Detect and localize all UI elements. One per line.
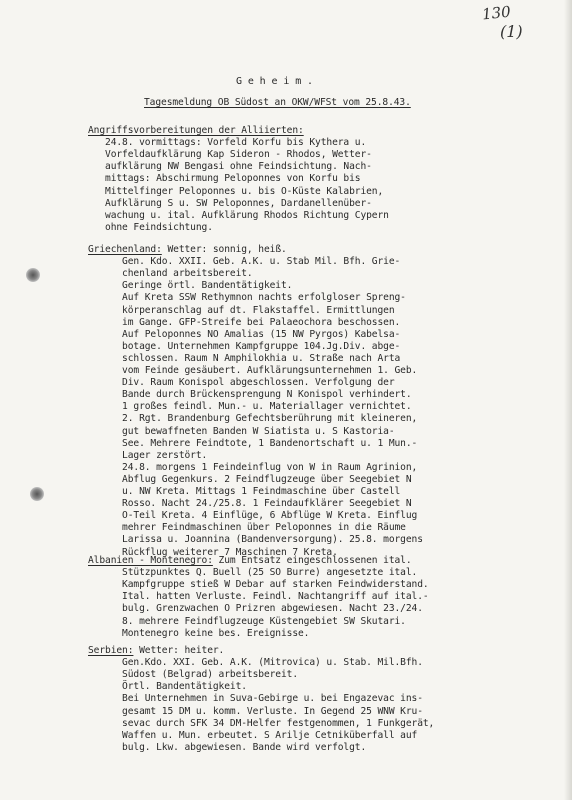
body-text-line: See. Mehrere Feindtote, 1 Bandenortschaft u. 1 Mun.- — [88, 437, 418, 449]
page-edge-shadow — [564, 0, 572, 800]
section-heading-rest: Wetter: heiter. — [133, 645, 225, 656]
handwritten-mark: (1) — [500, 22, 523, 41]
body-text-line: Örtl. Bandentätigkeit. — [88, 681, 247, 693]
punch-hole-top — [26, 268, 40, 282]
body-text-line: 1 großes feindl. Mun.- u. Materiallager vernichtet. — [88, 401, 412, 413]
body-text-line: körperanschlag auf dt. Flakstaffel. Ermittlungen — [88, 304, 395, 316]
body-text-line: im Gange. GFP-Streife bei Palaeochora beschossen. — [88, 316, 401, 328]
body-text-line: Mittelfinger Peloponnes u. bis O-Küste Kalabrien, — [88, 185, 384, 197]
body-text-line: aufklärung NW Bengasi ohne Feindsichtung. Nach- — [88, 161, 372, 173]
section-heading-line — [88, 645, 224, 656]
body-text-line: sevac durch SFK 34 DM-Helfer festgenommen, 1 Funkgerät, — [88, 717, 435, 729]
handwritten-number: 130 — [481, 2, 512, 24]
body-text-line: O-Teil Kreta. 4 Einflüge, 6 Abflüge W Kreta. Einflug — [88, 510, 418, 522]
body-text-line: mehrer Feindmaschinen über Peloponnes in die Räume — [88, 522, 406, 534]
body-text-line: Ital. hatten Verluste. Feindl. Nachtangriff auf ital.- — [88, 591, 429, 603]
section-heading-line — [88, 125, 304, 136]
body-text-line: chenland arbeitsbereit. — [88, 268, 253, 280]
body-text-line: Bande durch Brückensprengung N Konispol verhindert. — [88, 389, 412, 401]
section-heading-rest: Zum Entsatz eingeschlossenen ital. — [212, 555, 412, 566]
section-heading-line — [88, 244, 287, 255]
body-text-line: Waffen u. Mun. erbeutet. S Arilje Cetniküberfall auf — [88, 729, 418, 741]
body-text-line: Montenegro keine bes. Ereignisse. — [88, 627, 310, 639]
body-text-line: wachung u. ital. Aufklärung Rhodos Richtung Cypern — [88, 209, 389, 221]
body-text-line: Südost (Belgrad) arbeitsbereit. — [88, 669, 299, 681]
body-text-line: 8. mehrere Feindflugzeuge Küstengebiet SW Skutari. — [88, 615, 406, 627]
body-text-line: mittags: Abschirmung Peloponnes von Korfu bis — [88, 173, 361, 185]
body-text-line: Lager zerstört. — [88, 449, 208, 461]
body-text-line: botage. Unternehmen Kampfgruppe 104.Jg.Div. abge- — [88, 340, 401, 352]
page-title: G e h e i m . — [236, 76, 313, 87]
body-text-line: schlossen. Raum N Amphilokhia u. Straße nach Arta — [88, 352, 401, 364]
body-text-line: Aufklärung S u. SW Peloponnes, Dardanellenüber- — [88, 197, 372, 209]
body-text-line: Rosso. Nacht 24./25.8. 1 Feindaufklärer Seegebiet N — [88, 498, 412, 510]
body-text-line: gut bewaffneten Banden W Siatista u. S Kastoria- — [88, 425, 395, 437]
body-text-line: vom Feinde gesäubert. Aufklärungsunternehmen 1. Geb. — [88, 365, 418, 376]
body-text-line: Stützpunktes Q. Buell (25 SO Burre) angesetzte ital. — [88, 567, 418, 579]
body-text-line: Geringe örtl. Bandentätigkeit. — [88, 280, 293, 292]
body-text-line: 24.8. vormittags: Vorfeld Korfu bis Kythera u. — [88, 137, 367, 149]
body-text-line: 2. Rgt. Brandenburg Gefechtsberührung mit kleineren, — [88, 413, 418, 425]
section-heading-line — [88, 555, 412, 566]
section-heading: Griechenland: — [88, 244, 162, 255]
section-heading: Albanien - Montenegro: — [88, 555, 213, 566]
body-text-line: Vorfeldaufklärung Kap Sideron - Rhodos, Wetter- — [88, 149, 372, 161]
body-text-line: Gen.Kdo. XXI. Geb. A.K. (Mitrovica) u. Stab. Mil.Bfh. — [88, 657, 423, 669]
punch-hole-bottom — [30, 487, 44, 501]
body-text-line: ohne Feindsichtung. — [88, 221, 213, 233]
body-text-line: Larissa u. Joannina (Bandenversorgung). 25.8. morgens — [88, 534, 423, 546]
body-text-line: Abflug Gegenkurs. 2 Feindflugzeuge über Seegebiet N — [88, 473, 412, 485]
body-text-line: Kampfgruppe stieß W Debar auf starken Feindwiderstand. — [88, 579, 429, 591]
body-text-line: bulg. Lkw. abgewiesen. Bande wird verfolgt. — [88, 741, 367, 753]
body-text-line: Rückflug weiterer 7 Maschinen 7 Kreta. — [88, 546, 338, 558]
section-heading-rest: Wetter: sonnig, heiß. — [161, 244, 287, 255]
body-text-line: gesamt 15 DM u. komm. Verluste. In Gegend 25 WNW Kru- — [88, 705, 423, 717]
body-text-line: u. NW Kreta. Mittags 1 Feindmaschine über Castell — [88, 486, 401, 497]
page-subtitle: Tagesmeldung OB Südost an OKW/WFSt vom 25.8.43. — [144, 97, 411, 108]
body-text-line: Gen. Kdo. XXII. Geb. A.K. u. Stab Mil. Bfh. Grie- — [88, 256, 401, 268]
body-text-line: Auf Peloponnes NO Amalias (15 NW Pyrgos) Kabelsa- — [88, 328, 401, 340]
section-heading: Serbien: — [88, 645, 134, 656]
body-text-line: bulg. Grenzwachen O Prizren abgewiesen. Nacht 23./24. — [88, 603, 423, 615]
body-text-line: Div. Raum Konispol abgeschlossen. Verfolgung der — [88, 377, 395, 389]
body-text-line: Bei Unternehmen in Suva-Gebirge u. bei Engazevac ins- — [88, 693, 423, 705]
section-heading: Angriffsvorbereitungen der Alliierten: — [88, 125, 304, 136]
body-text-line: Auf Kreta SSW Rethymnon nachts erfolgloser Spreng- — [88, 292, 406, 304]
body-text-line: 24.8. morgens 1 Feindeinflug von W in Raum Agrinion, — [88, 461, 418, 473]
